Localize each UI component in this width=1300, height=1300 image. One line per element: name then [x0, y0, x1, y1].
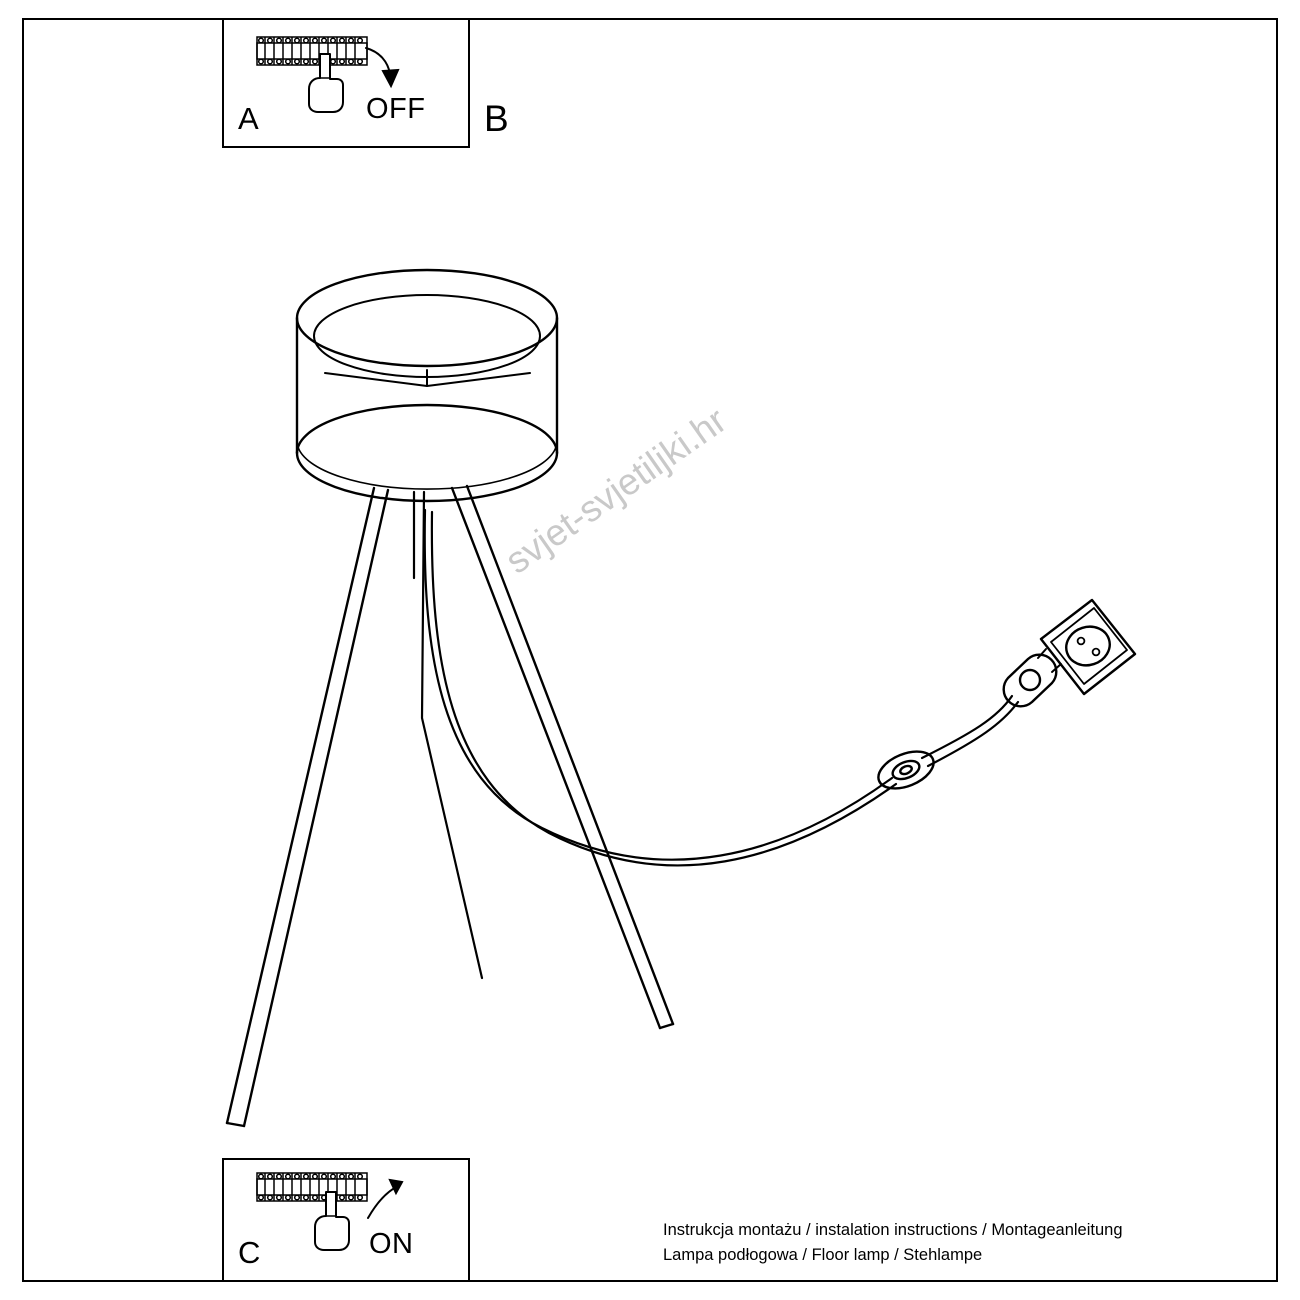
off-label: OFF: [366, 93, 426, 125]
curved-arrow-up-icon: [360, 1176, 404, 1224]
footer-text: [663, 1218, 1123, 1268]
on-label: ON: [369, 1228, 414, 1260]
curved-arrow-down-icon: [360, 44, 404, 92]
step-c-letter: C: [238, 1235, 261, 1270]
pointing-hand-icon: [306, 1190, 360, 1252]
watermark: svjet-svjetiljki.hr: [498, 399, 734, 582]
lamp-illustration: [22, 18, 1278, 1282]
footer-line-1: Instrukcja montażu / instalation instructions / Montageanleitung: [663, 1221, 1123, 1239]
step-b-letter: B: [484, 98, 509, 139]
pointing-hand-icon: [300, 52, 354, 114]
step-a-letter: A: [238, 101, 259, 136]
footer-line-2: Lampa podłogowa / Floor lamp / Stehlampe: [663, 1246, 983, 1264]
